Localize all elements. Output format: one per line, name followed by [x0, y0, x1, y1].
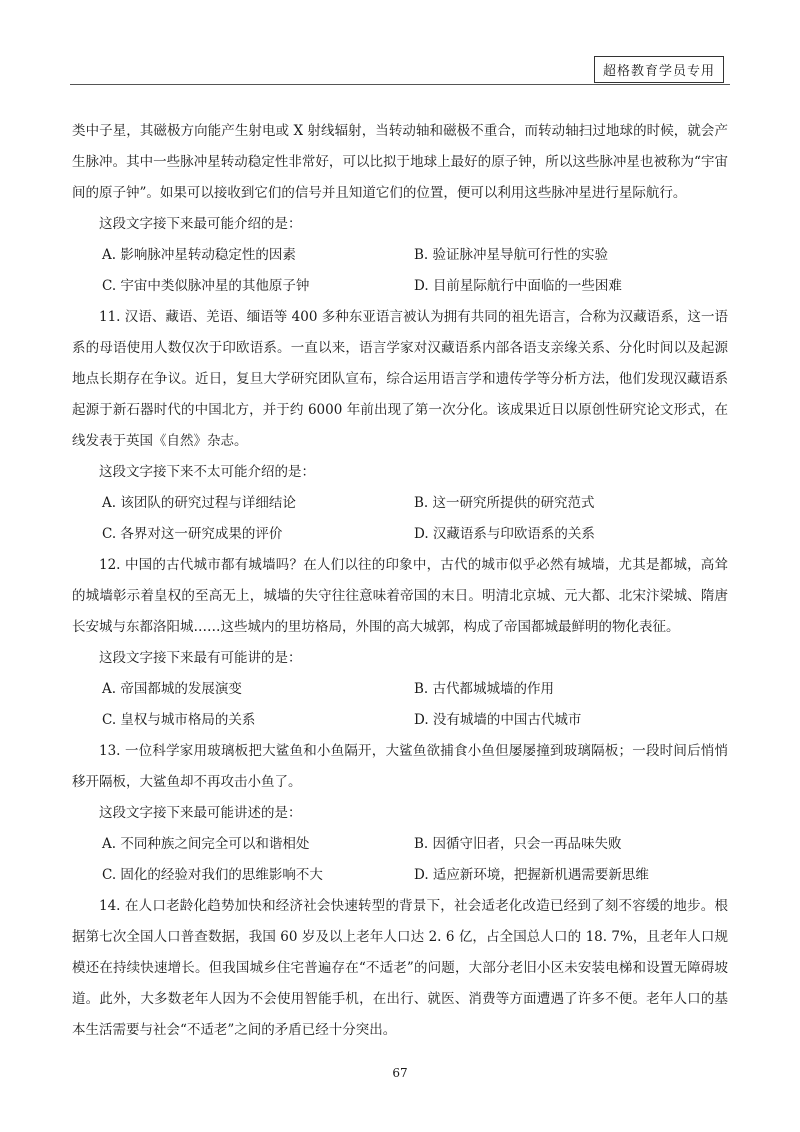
option-b: B. 验证脉冲星导航可行性的实验	[414, 247, 609, 263]
question-13-passage: 13. 一位科学家用玻璃板把大鲨鱼和小鱼隔开，大鲨鱼欲捕食小鱼但屡屡撞到玻璃隔板；一段时间后悄悄移开隔板，大鲨鱼却不再攻击小鱼了。	[72, 743, 728, 790]
passage-continuation: 类中子星，其磁极方向能产生射电或 X 射线辐射，当转动轴和磁极不重合，而转动轴扫过地球的时候，就会产生脉冲。其中一些脉冲星转动稳定性非常好，可以比拟于地球上最好的原子钟，所以这些脉冲星也被称为“宇宙间的原子钟”。如果可以接收到它们的信号并且知道它们的位置，便可以利用这些脉冲星进行星际航行。	[72, 123, 728, 201]
question-12-stem: 这段文字接下来最有可能讲的是：	[99, 650, 302, 666]
option-a: A. 不同种族之间完全可以和谐相处	[102, 836, 310, 852]
option-c: C. 各界对这一研究成果的评价	[102, 526, 283, 542]
member-only-badge: 超格教育学员专用	[594, 56, 724, 83]
option-c: C. 皇权与城市格局的关系	[102, 712, 256, 728]
option-c: C. 固化的经验对我们的思维影响不大	[102, 867, 323, 883]
option-a: A. 帝国都城的发展演变	[102, 681, 242, 697]
question-11-options	[72, 488, 728, 550]
option-b: B. 这一研究所提供的研究范式	[414, 495, 595, 511]
question-10-options	[72, 240, 728, 302]
question-14-passage: 14. 在人口老龄化趋势加快和经济社会快速转型的背景下，社会适老化改造已经到了刻不容缓的地步。根据第七次全国人口普查数据，我国 60 岁及以上老年人口达 2. 6 亿，占全国总人口的 18. 7%，且老年人口规模还在持续快速增长。但我国城乡住宅普遍存在“不适老”的问题，大部分老旧小区未安装电梯和设置无障碍坡道。此外，大多数老年人因为不会使用智能手机，在出行、就医、消费等方面遭遇了许多不便。老年人口的基本生活需要与社会“不适老”之间的矛盾已经十分突出。	[72, 898, 728, 1038]
option-a: A. 该团队的研究过程与详细结论	[102, 495, 296, 511]
question-10-stem: 这段文字接下来最可能介绍的是：	[99, 216, 302, 232]
option-d: D. 目前星际航行中面临的一些困难	[414, 278, 622, 294]
question-12-passage: 12. 中国的古代城市都有城墙吗？在人们以往的印象中，古代的城市似乎必然有城墙，尤其是都城，高耸的城墙彰示着皇权的至高无上，城墙的失守往往意味着帝国的末日。明清北京城、元大都、北宋汴梁城、隋唐长安城与东都洛阳城……这些城内的里坊格局，外围的高大城郭，构成了帝国都城最鲜明的物化表征。	[72, 557, 728, 635]
option-d: D. 没有城墙的中国古代城市	[414, 712, 582, 728]
page-number: 67	[392, 1066, 408, 1080]
header-divider	[70, 84, 730, 85]
question-13-options	[72, 829, 728, 891]
option-a: A. 影响脉冲星转动稳定性的因素	[102, 247, 296, 263]
option-b: B. 因循守旧者，只会一再品味失败	[414, 836, 622, 852]
question-13-stem: 这段文字接下来最可能讲述的是：	[99, 805, 302, 821]
option-d: D. 汉藏语系与印欧语系的关系	[414, 526, 595, 542]
question-12-options	[72, 674, 728, 736]
option-b: B. 古代都城城墙的作用	[414, 681, 555, 697]
option-c: C. 宇宙中类似脉冲星的其他原子钟	[102, 278, 310, 294]
question-11-stem: 这段文字接下来不太可能介绍的是：	[99, 464, 315, 480]
document-body	[72, 116, 728, 1046]
option-d: D. 适应新环境，把握新机遇需要新思维	[414, 867, 649, 883]
question-11-passage: 11. 汉语、藏语、羌语、缅语等 400 多种东亚语言被认为拥有共同的祖先语言，合称为汉藏语系，这一语系的母语使用人数仅次于印欧语系。一直以来，语言学家对汉藏语系内部各语支亲缘关系、分化时间以及起源地点长期存在争议。近日，复旦大学研究团队宣布，综合运用语言学和遗传学等分析方法，他们发现汉藏语系起源于新石器时代的中国北方，并于约 6000 年前出现了第一次分化。该成果近日以原创性研究论文形式，在线发表于英国《自然》杂志。	[72, 309, 728, 449]
